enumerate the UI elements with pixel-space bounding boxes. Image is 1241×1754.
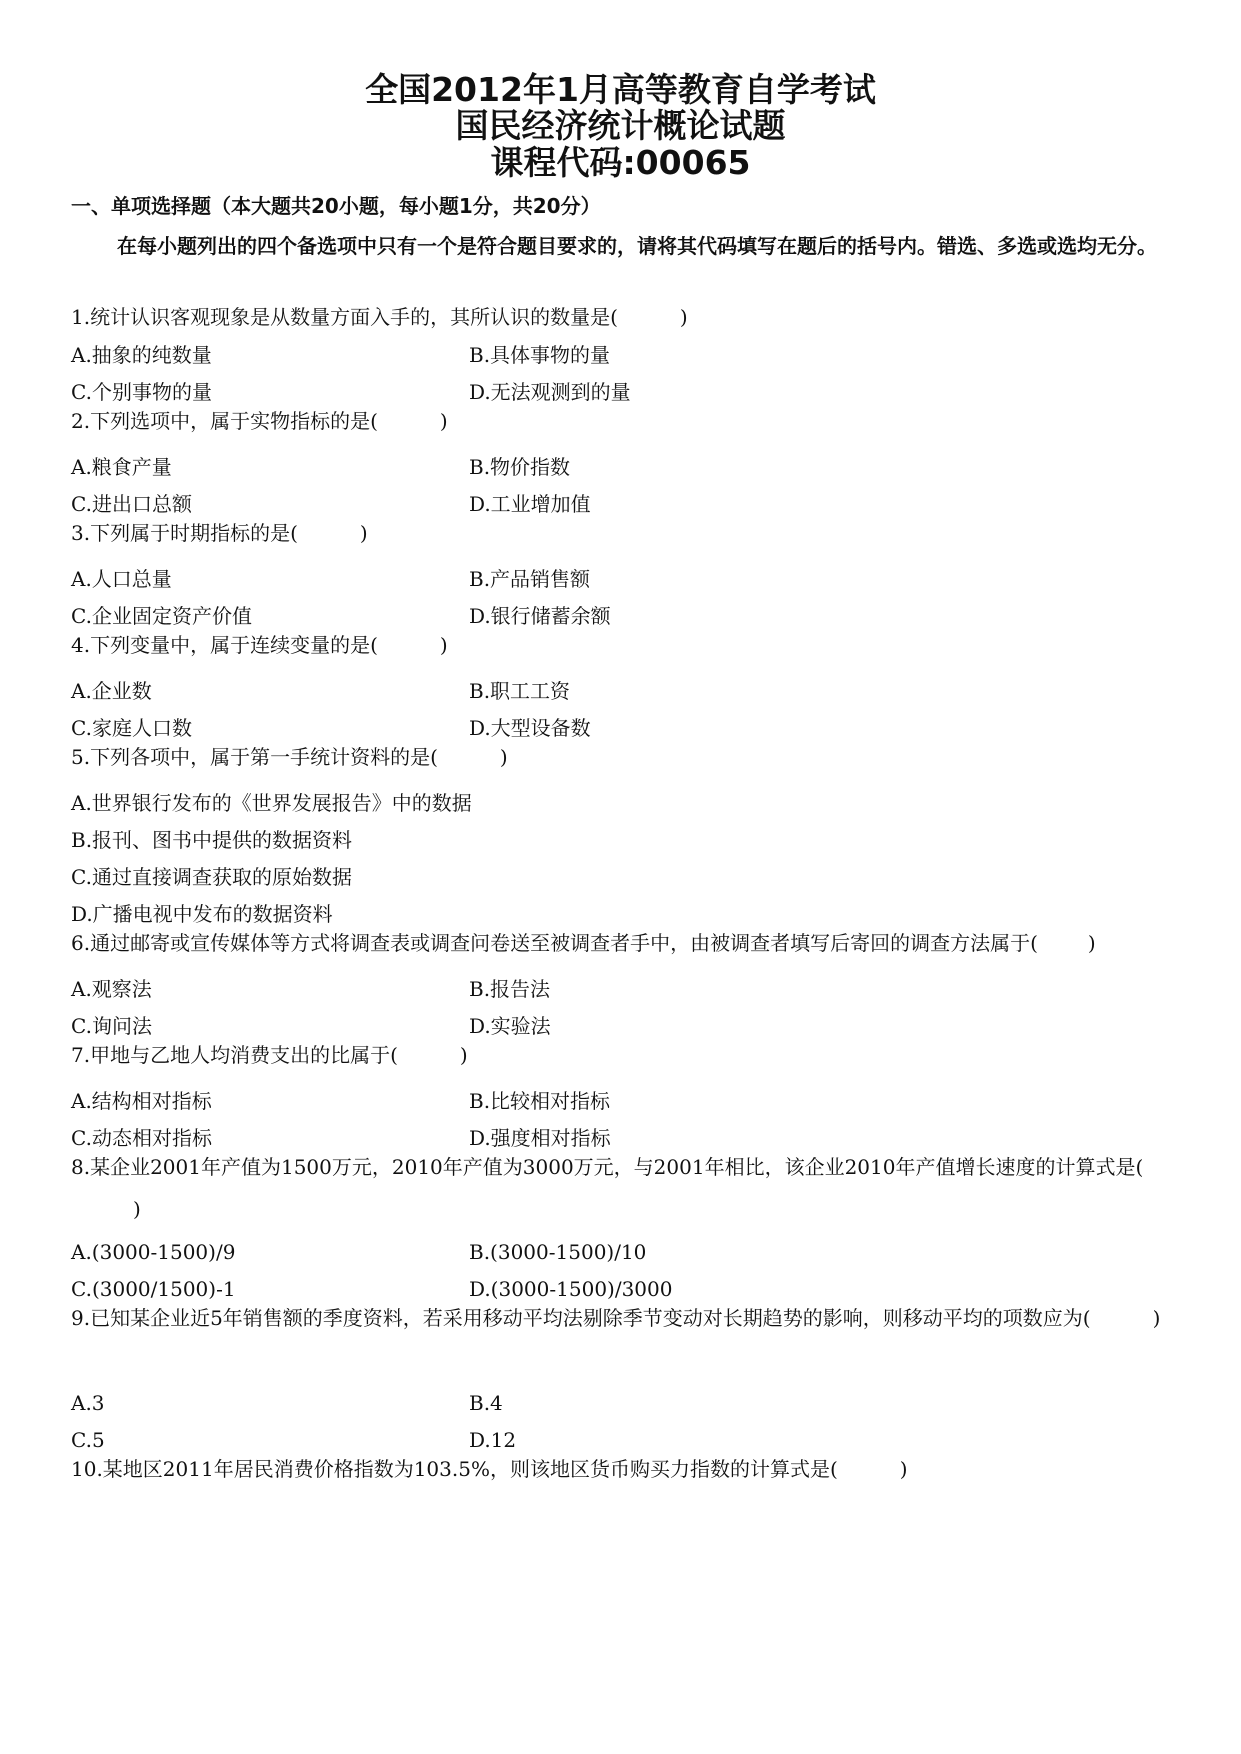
option-c: C.动态相对指标 [71, 1126, 212, 1150]
option-a: A.3 [71, 1391, 105, 1415]
close-paren: ) [133, 1197, 141, 1221]
question-1 [71, 296, 1191, 338]
option-b: B.4 [469, 1391, 503, 1415]
close-paren: ) [1152, 1306, 1161, 1330]
close-paren: ) [439, 409, 448, 433]
option-d: D.实验法 [469, 1014, 551, 1038]
option-c: C.企业固定资产价值 [71, 604, 252, 628]
question-2 [71, 400, 1191, 442]
option-d: D.12 [469, 1428, 517, 1452]
option-a: A.粮食产量 [71, 455, 172, 479]
question-stem: 3.下列属于时期指标的是( [71, 521, 298, 545]
option-c: C.个别事物的量 [71, 380, 212, 404]
close-paren: ) [499, 745, 508, 769]
option-d: D.强度相对指标 [469, 1126, 611, 1150]
option-a: A.世界银行发布的《世界发展报告》中的数据 [71, 791, 472, 815]
question-stem: 9.已知某企业近5年销售额的季度资料，若采用移动平均法剔除季节变动对长期趋势的影响，则移动平均的项数应为( [71, 1306, 1091, 1330]
question-stem: 2.下列选项中，属于实物指标的是( [71, 409, 378, 433]
option-c: C.通过直接调查获取的原始数据 [71, 865, 352, 889]
option-c: C.家庭人口数 [71, 716, 192, 740]
question-stem: 8.某企业2001年产值为1500万元，2010年产值为3000万元，与2001年相比，该企业2010年产值增长速度的计算式是( [71, 1155, 1144, 1179]
option-c: C.(3000/1500)-1 [71, 1277, 236, 1301]
option-a: A.结构相对指标 [71, 1089, 212, 1113]
option-b: B.产品销售额 [469, 567, 591, 591]
question-7 [71, 1034, 1191, 1076]
option-c: C.询问法 [71, 1014, 152, 1038]
question-stem: 1.统计认识客观现象是从数量方面入手的，其所认识的数量是( [71, 305, 618, 329]
close-paren: ) [679, 305, 688, 329]
option-a: A.人口总量 [71, 567, 172, 591]
option-c: C.进出口总额 [71, 492, 192, 516]
course-code: 课程代码:00065 [490, 143, 751, 182]
option-b: B.职工工资 [469, 679, 571, 703]
option-d: D.广播电视中发布的数据资料 [71, 902, 333, 926]
course-title: 国民经济统计概论试题 [455, 106, 786, 145]
section-instruction: 在每小题列出的四个备选项中只有一个是符合题目要求的，请将其代码填写在题后的括号内。错选、多选或选均无分。 [117, 234, 1157, 258]
option-b: B.具体事物的量 [469, 343, 611, 367]
option-b: B.报刊、图书中提供的数据资料 [71, 828, 353, 852]
question-6 [71, 922, 1191, 964]
question-3 [71, 512, 1191, 554]
exam-title: 全国2012年1月高等教育自学考试 [365, 70, 876, 109]
option-b: B.物价指数 [469, 455, 571, 479]
option-d: D.大型设备数 [469, 716, 591, 740]
close-paren: ) [359, 521, 368, 545]
option-d: D.工业增加值 [469, 492, 591, 516]
option-b: B.(3000-1500)/10 [469, 1240, 647, 1264]
section-heading: 一、单项选择题（本大题共20小题，每小题1分，共20分） [71, 194, 601, 218]
question-stem: 7.甲地与乙地人均消费支出的比属于( [71, 1043, 398, 1067]
option-a: A.抽象的纯数量 [71, 343, 212, 367]
option-a: A.观察法 [71, 977, 152, 1001]
question-stem: 10.某地区2011年居民消费价格指数为103.5%，则该地区货币购买力指数的计算式是( [71, 1457, 838, 1481]
question-stem: 4.下列变量中，属于连续变量的是( [71, 633, 378, 657]
question-9 [71, 1297, 1191, 1339]
close-paren: ) [899, 1457, 908, 1481]
question-10 [71, 1448, 1191, 1490]
option-c: C.5 [71, 1428, 105, 1452]
option-d: D.银行储蓄余额 [469, 604, 611, 628]
question-8 [71, 1146, 1191, 1230]
option-a: A.企业数 [71, 679, 152, 703]
question-stem: 6.通过邮寄或宣传媒体等方式将调查表或调查问卷送至被调查者手中，由被调查者填写后寄回的调查方法属于( [71, 931, 1038, 955]
question-4 [71, 624, 1191, 666]
option-b: B.报告法 [469, 977, 551, 1001]
option-d: D.(3000-1500)/3000 [469, 1277, 673, 1301]
question-5 [71, 736, 1191, 778]
option-a: A.(3000-1500)/9 [71, 1240, 236, 1264]
close-paren: ) [439, 633, 448, 657]
option-b: B.比较相对指标 [469, 1089, 611, 1113]
close-paren: ) [459, 1043, 468, 1067]
question-stem: 5.下列各项中，属于第一手统计资料的是( [71, 745, 438, 769]
close-paren: ) [1087, 931, 1096, 955]
option-d: D.无法观测到的量 [469, 380, 631, 404]
